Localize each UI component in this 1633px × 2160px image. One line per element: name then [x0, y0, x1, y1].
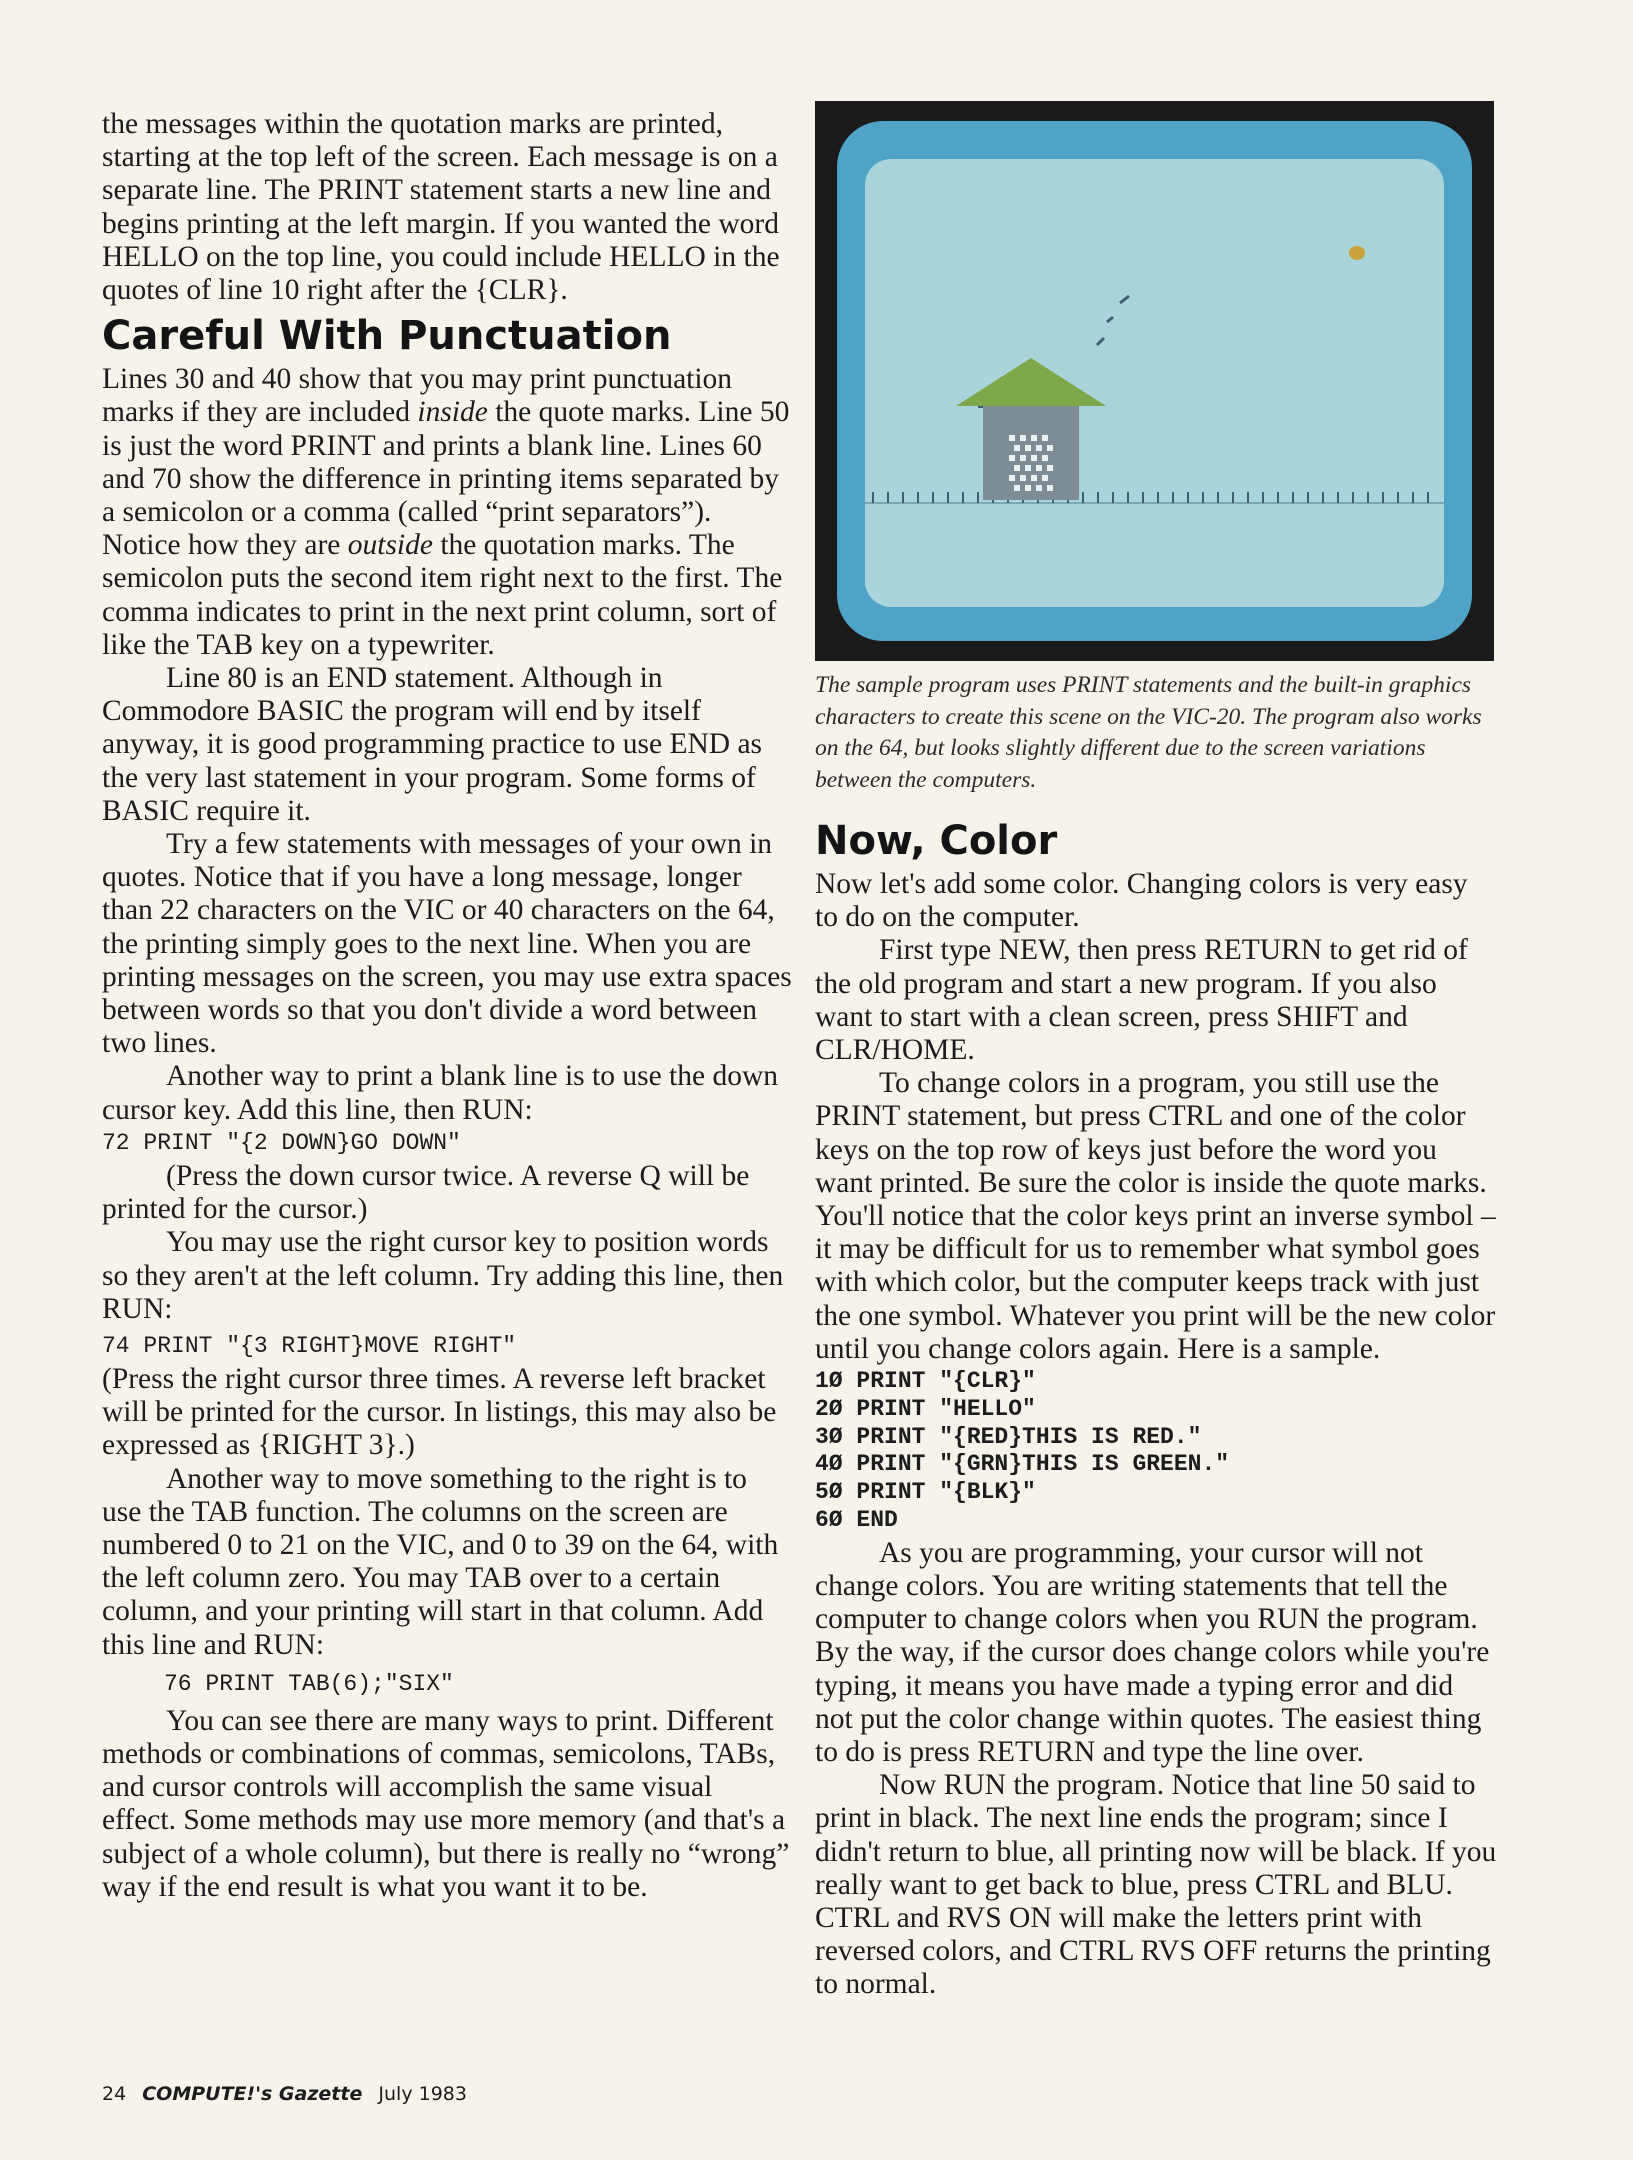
left-column [102, 108, 792, 1904]
code-line: 1Ø PRINT "{CLR}" [815, 1368, 1036, 1395]
paragraph: You can see there are many ways to print. Different methods or combinations of commas, semicolons, TABs, and cursor controls will accomplish the same visual effect. Some methods may use more memory (and that's a subject of a whole column), but there is really no “wrong” way if the end result is what you want it to be. [102, 1704, 790, 1903]
paragraph: Now RUN the program. Notice that line 50 said to print in black. The next line ends the program; since I didn't return to blue, all printing now will be black. If you really want to get back to blue, press CTRL and BLU. CTRL and RVS ON will make the letters print with reversed colors, and CTRL RVS OFF returns the printing to normal. [815, 1769, 1497, 2001]
section-heading: Careful With Punctuation [102, 313, 672, 360]
paragraph: (Press the right cursor three times. A reverse left bracket will be printed for the cursor. In listings, this may also be expressed as {RIGHT 3}.) [102, 1362, 777, 1462]
paragraph: Line 80 is an END statement. Although in Commodore BASIC the program will end by itself anyway, it is good programming practice to use END as the very last statement in your program. Some forms of BASIC require it. [102, 662, 763, 827]
paragraph: Another way to move something to the right is to use the TAB function. The columns on the screen are numbered 0 to 21 on the VIC, and 0 to 39 on the 64, with the left column zero. You may TAB over to a certain column, and your printing will start in that column. Add this line and RUN: [102, 1462, 779, 1661]
paragraph: Lines 30 and 40 show that you may print punctuation marks if they are included inside the quote marks. Line 50 is just the word PRINT and prints a blank line. Lines 60 and 70 show the difference in printing items separated by a semicolon or a comma (called “print separators”). Notice how they are outside the quotation marks. The semicolon puts the second item right next to the first. The comma indicates to print in the next print column, sort of like the TAB key on a typewriter. [102, 363, 790, 661]
code-line: 6Ø END [815, 1507, 898, 1534]
page-number: 24 [102, 2083, 127, 2105]
code-line: 76 PRINT TAB(6);"SIX" [164, 1670, 454, 1697]
paragraph: As you are programming, your cursor will not change colors. You are writing statements that tell the computer to change colors when you RUN the program. By the way, if the cursor does change colors while you're typing, it means you have made a typing error and did not put the color change within quotes. The easiest thing to do is press RETURN and type the line over. [815, 1536, 1490, 1769]
paragraph: the messages within the quotation marks are printed, starting at the top left of the screen. Each message is on a separate line. The PRINT statement starts a new line and begins printing at the left margin. If you wanted the word HELLO on the top line, you could include HELLO in the quotes of line 10 right after the {CLR}. [102, 108, 780, 307]
code-listing [815, 1368, 1497, 1535]
figure-caption: The sample program uses PRINT statements and the built-in graphics characters to create this scene on the VIC-20. The program also works on the 64, but looks slightly different due to the screen variations between the computers. [815, 672, 1482, 793]
page-footer [102, 2083, 477, 2105]
screen-photo [815, 101, 1494, 661]
issue-date: July 1983 [378, 2083, 467, 2105]
right-column [815, 812, 1497, 2002]
code-line: 74 PRINT "{3 RIGHT}MOVE RIGHT" [102, 1332, 517, 1359]
code-line: 3Ø PRINT "{RED}THIS IS RED." [815, 1423, 1202, 1450]
paragraph: To change colors in a program, you still use the PRINT statement, but press CTRL and one of the color keys on the top row of keys just before the word you want printed. Be sure the color is inside the quote marks. You'll notice that the color keys print an inverse symbol – it may be difficult for us to remember what symbol goes with which color, but the computer keeps track with just the one symbol. Whatever you print will be the new color until you change colors again. Here is a sample. [815, 1067, 1496, 1365]
code-line: 4Ø PRINT "{GRN}THIS IS GREEN." [815, 1451, 1230, 1478]
paragraph: First type NEW, then press RETURN to get rid of the old program and start a new program. If you also want to start with a clean screen, press SHIFT and CLR/HOME. [815, 934, 1468, 1067]
section-heading: Now, Color [815, 818, 1058, 864]
magazine-name: COMPUTE!'s Gazette [142, 2083, 363, 2105]
code-line: 2Ø PRINT "HELLO" [815, 1395, 1036, 1422]
vic20-scene-illustration [815, 101, 1494, 661]
paragraph: Now let's add some color. Changing colors is very easy to do on the computer. [815, 868, 1468, 934]
paragraph: (Press the down cursor twice. A reverse Q will be printed for the cursor.) [102, 1159, 750, 1226]
code-line: 5Ø PRINT "{BLK}" [815, 1479, 1036, 1506]
code-line: 72 PRINT "{2 DOWN}GO DOWN" [102, 1129, 461, 1156]
paragraph: You may use the right cursor key to position words so they aren't at the left column. Try adding this line, then RUN: [102, 1226, 784, 1325]
paragraph: Another way to print a blank line is to use the down cursor key. Add this line, then RUN: [102, 1060, 779, 1126]
paragraph: Try a few statements with messages of your own in quotes. Notice that if you have a long message, longer than 22 characters on the VIC or 40 characters on the 64, the printing simply goes to the next line. When you are printing messages on the screen, you may use extra spaces between words so that you don't divide a word between two lines. [102, 828, 792, 1060]
